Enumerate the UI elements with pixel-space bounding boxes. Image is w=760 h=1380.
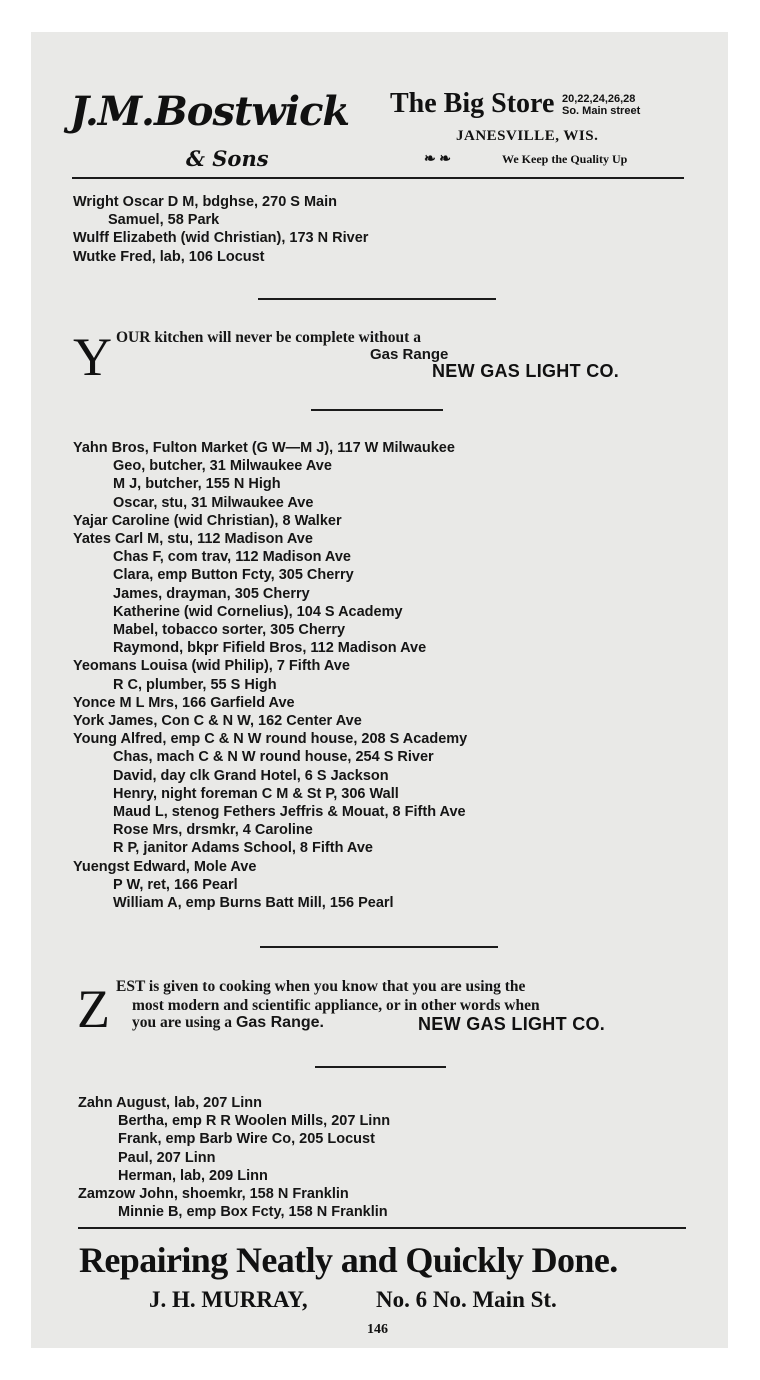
store-name: The Big Store	[390, 88, 555, 119]
directory-entry: Rose Mrs, drsmkr, 4 Caroline	[113, 822, 313, 839]
directory-entry: Mabel, tobacco sorter, 305 Cherry	[113, 622, 346, 639]
directory-entry: Wutke Fred, lab, 106 Locust	[73, 248, 265, 265]
footer-rule	[78, 1227, 686, 1229]
ad-text-line: you are using a Gas Range.	[132, 1014, 324, 1031]
directory-entry: Yahn Bros, Fulton Market (G W—M J), 117 W Milwaukee	[73, 440, 455, 456]
section-z-entries	[78, 1094, 390, 1221]
directory-entry: Zamzow John, shoemkr, 158 N Franklin	[78, 1186, 349, 1203]
ad-dropcap: Z	[77, 979, 110, 1039]
directory-entry: Chas F, com trav, 112 Madison Ave	[113, 549, 351, 566]
section-divider	[315, 1066, 446, 1068]
store-city: JANESVILLE, WIS.	[456, 128, 599, 144]
section-y-entries	[73, 439, 467, 912]
directory-entry: Yeomans Louisa (wid Philip), 7 Fifth Ave	[73, 658, 350, 675]
directory-entry: R C, plumber, 55 S High	[113, 676, 277, 693]
directory-entry: York James, Con C & N W, 162 Center Ave	[73, 713, 362, 730]
directory-entry: Bertha, emp R R Woolen Mills, 207 Linn	[118, 1113, 391, 1130]
section-divider	[260, 946, 498, 948]
ad-gas-range: Gas Range.	[235, 1014, 324, 1031]
store-motto: We Keep the Quality Up	[502, 152, 628, 166]
directory-entry: Yates Carl M, stu, 112 Madison Ave	[73, 531, 313, 548]
directory-entry: James, drayman, 305 Cherry	[113, 585, 310, 602]
footer-name: J. H. MURRAY,	[149, 1287, 308, 1312]
directory-entry: Zahn August, lab, 207 Linn	[78, 1095, 262, 1111]
directory-entry: Clara, emp Button Fcty, 305 Cherry	[113, 567, 354, 584]
section-w-entries	[73, 193, 368, 266]
directory-entry: Wulff Elizabeth (wid Christian), 173 N River	[73, 230, 369, 247]
ad-company: NEW GAS LIGHT CO.	[418, 1014, 606, 1034]
directory-entry: Katherine (wid Cornelius), 104 S Academy	[113, 603, 403, 620]
directory-entry: Oscar, stu, 31 Milwaukee Ave	[113, 494, 314, 511]
ad-text-line: EST is given to cooking when you know that you are using the	[116, 978, 526, 995]
directory-entry: Henry, night foreman C M & St P, 306 Wall	[113, 785, 399, 802]
page-number: 146	[367, 1322, 388, 1337]
directory-entry: Geo, butcher, 31 Milwaukee Ave	[113, 458, 332, 475]
directory-entry: Yuengst Edward, Mole Ave	[73, 858, 257, 875]
directory-entry: P W, ret, 166 Pearl	[113, 876, 238, 893]
directory-entry: R P, janitor Adams School, 8 Fifth Ave	[113, 840, 373, 857]
directory-entry: Yonce M L Mrs, 166 Garfield Ave	[73, 694, 295, 711]
ad-dropcap: Y	[73, 327, 112, 387]
ornament: ❧ ❧	[424, 152, 451, 167]
directory-entry: Frank, emp Barb Wire Co, 205 Locust	[118, 1131, 375, 1148]
directory-entry: Maud L, stenog Fethers Jeffris & Mouat, 8 Fifth Ave	[113, 804, 466, 821]
footer-slogan: Repairing Neatly and Quickly Done.	[79, 1240, 618, 1280]
ad-gas-range: Gas Range	[370, 346, 449, 363]
bostwick-sons: & Sons	[186, 146, 269, 171]
ad-text-line: OUR kitchen will never be complete without a	[116, 329, 421, 346]
directory-entry: William A, emp Burns Batt Mill, 156 Pearl	[113, 895, 394, 912]
directory-entry: Yajar Caroline (wid Christian), 8 Walker	[73, 512, 342, 529]
directory-entry: Herman, lab, 209 Linn	[118, 1167, 268, 1184]
section-divider	[311, 409, 443, 411]
directory-entry: Chas, mach C & N W round house, 254 S River	[113, 749, 434, 766]
store-address: 20,22,24,26,28 So. Main street	[562, 93, 641, 117]
ad-text-line: most modern and scientific appliance, or in other words when	[132, 997, 540, 1014]
footer-address: No. 6 No. Main St.	[376, 1287, 557, 1312]
bostwick-logo: J.M.Bostwick	[70, 88, 350, 135]
directory-entry: M J, butcher, 155 N High	[113, 476, 281, 493]
directory-entry: Samuel, 58 Park	[108, 212, 220, 229]
directory-entry: Raymond, bkpr Fifield Bros, 112 Madison Ave	[113, 640, 427, 657]
directory-entry: Paul, 207 Linn	[118, 1149, 216, 1166]
directory-entry: Young Alfred, emp C & N W round house, 208 S Academy	[73, 731, 468, 748]
directory-entry: David, day clk Grand Hotel, 6 S Jackson	[113, 767, 389, 784]
ad-company: NEW GAS LIGHT CO.	[432, 361, 620, 381]
section-divider	[258, 298, 496, 300]
directory-entry: Wright Oscar D M, bdghse, 270 S Main	[73, 194, 338, 210]
directory-entry: Minnie B, emp Box Fcty, 158 N Franklin	[118, 1204, 388, 1221]
header-rule	[72, 177, 684, 179]
